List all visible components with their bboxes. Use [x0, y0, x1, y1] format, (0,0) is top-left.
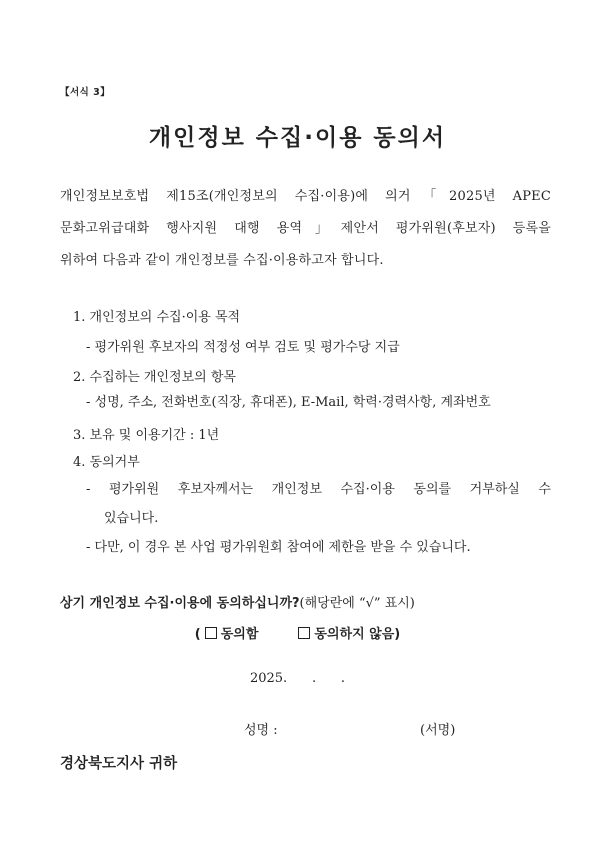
item-collected-fields: 2. 수집하는 개인정보의 항목: [73, 370, 236, 385]
item-refusal-detail-1-cont: 있습니다.: [104, 511, 159, 526]
consent-question: [60, 592, 415, 611]
addressee: 경상북도지사 귀하: [60, 756, 178, 772]
item-refusal-detail-2: - 다만, 이 경우 본 사업 평가위원회 참여에 제한을 받을 수 있습니다.: [86, 540, 471, 555]
signature-seal-label: (서명): [420, 723, 456, 738]
intro-line-2: 문화고위급대화 행사지원 대행 용역」제안서 평가위원(후보자) 등록을: [60, 221, 551, 236]
item-refusal: 4. 동의거부: [73, 455, 140, 470]
consent-question-note: (해당란에 “√” 표시): [299, 596, 415, 611]
agree-label: 동의함: [220, 627, 259, 642]
disagree-label: 동의하지 않음): [314, 627, 401, 642]
signature-name-label: 성명 :: [244, 723, 278, 738]
options-open-paren: (: [194, 627, 201, 642]
item-purpose: 1. 개인정보의 수집·이용 목적: [73, 310, 241, 325]
agree-checkbox[interactable]: [205, 627, 217, 639]
item-collected-fields-detail: - 성명, 주소, 전화번호(직장, 휴대폰), E-Mail, 학력·경력사항, 계좌번호: [86, 395, 491, 410]
consent-question-text: 상기 개인정보 수집·이용에 동의하십니까?: [60, 596, 300, 611]
form-number-tag: 【서식 3】: [60, 87, 111, 98]
document-title: 개인정보 수집·이용 동의서: [148, 125, 447, 151]
intro-line-3: 위하여 다음과 같이 개인정보를 수집·이용하고자 합니다.: [60, 253, 384, 268]
disagree-checkbox[interactable]: [298, 627, 310, 639]
date-line: 2025. . .: [249, 671, 346, 686]
intro-line-1: 개인정보보호법 제15조(개인정보의 수집·이용)에 의거「2025년 APEC: [60, 189, 551, 204]
consent-options: [0, 623, 595, 642]
item-refusal-detail-1: - 평가위원 후보자께서는 개인정보 수집·이용 동의를 거부하실 수: [86, 482, 551, 497]
item-retention-period: 3. 보유 및 이용기간 : 1년: [73, 428, 220, 443]
item-purpose-detail: - 평가위원 후보자의 적정성 여부 검토 및 평가수당 지급: [86, 340, 400, 355]
